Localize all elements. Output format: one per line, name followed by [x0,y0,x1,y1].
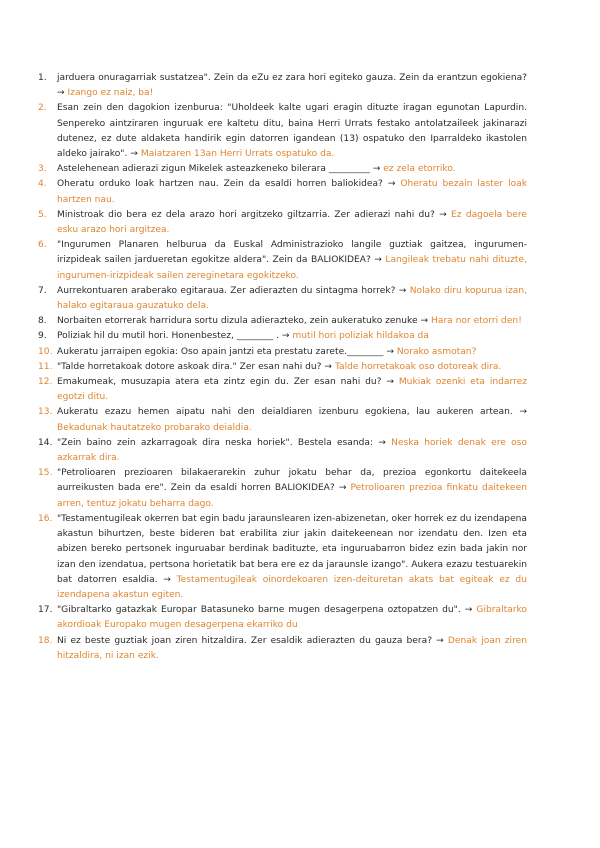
question-text: Esan zein den dagokion izenburua: "Uholdeek kalte ugari eragin dituzte iragan egunotan Lapurdin. Senpereko aintziraren inguruak ere kaltetu ditu, baina Herri Urrats festako antolatzaileek jakinarazi dutenez, ez dute aldaketa handirik egin datorren igandean (13) ospatuko den Iparraldeko ikastolen aldeko jairako". [57,103,527,160]
answer-text: Izango ez naiz, ba! [67,88,154,99]
question-number: 8. [38,316,47,327]
question-text: "Petrolioaren prezioaren bilakaerarekin zuhur jokatu behar da, prezioa egonkortu daitekeela aurreikusten bada ere". Zein da esaldi horren BALIOKIDEA? [57,468,527,494]
arrow-icon: → [324,361,333,372]
arrow-icon: → [386,377,394,388]
arrow-icon: → [519,407,527,418]
question-item [38,405,527,435]
question-number: 17. [38,605,53,616]
arrow-icon: → [130,149,138,160]
answer-text: Bekadunak hautatzeko probarako deialdia. [57,422,252,433]
arrow-icon: → [436,635,444,646]
question-item [38,101,527,162]
arrow-icon: → [386,346,394,357]
question-text: Aukeratu ezazu hemen aipatu nahi den deialdiaren izenburu egokiena, lau aukeren artean. [57,407,513,418]
question-item [38,512,527,603]
arrow-icon: → [398,285,407,296]
arrow-icon: → [163,574,171,585]
question-text: "Ingurumen Planaren helburua da Euskal Administrazioko langile guztiak gaitzea, ingurumen-irizpideak sailen jardueretan egokitze aldera". Zein da BALIOKIDEA? [57,240,527,266]
question-number: 18. [38,635,53,646]
answer-text: ez zela etorriko. [383,164,456,175]
question-item [38,284,527,314]
question-text: Ni ez beste guztiak joan ziren hitzaldira. Zer esaldik adierazten du gauza bera? [57,635,433,646]
answer-text: Testamentugileak oinordekoaren izen-deituretan akats bat egiteak ez du izendapena akastun egiten. [57,574,527,600]
arrow-icon: → [281,331,290,342]
arrow-icon: → [464,605,473,616]
question-text: Aukeratu jarraipen egokia: Oso apain jantzi eta prestatu zarete.________ [57,346,387,357]
answer-text: Hara nor etorri den! [431,316,522,327]
question-number: 11. [38,361,53,372]
question-item [38,634,527,664]
answer-text: Denak joan ziren hitzaldira, ni izan ezik. [57,635,527,661]
question-item [38,71,527,101]
answer-text: Neska horiek denak ere oso azkarrak dira. [57,437,527,464]
question-number: 15. [38,468,53,479]
arrow-icon: → [420,316,429,327]
answer-text: Petrolioaren prezioa finkatu daitekeen arren, tentuz jokatu beharra dago. [57,483,527,509]
arrow-icon: → [374,255,382,266]
answer-text: Norako asmotan? [396,346,477,357]
question-text: Ministroak dio bera ez dela arazo hori argitzeko giltzarria. Zer adierazi nahi du? [57,209,435,220]
question-text: Poliziak hil du mutil hori. Honenbestez, ________ . [57,331,279,342]
question-number: 14. [38,437,53,448]
question-text: "Talde horretakoak dotore askoak dira." Zer esan nahi du? [57,361,322,372]
question-number: 10. [38,346,53,357]
question-number: 5. [38,209,47,220]
question-item [38,345,527,360]
arrow-icon: → [372,164,381,175]
question-item [38,238,527,284]
question-number: 1. [38,73,47,83]
question-item [38,177,527,207]
question-item [38,360,527,375]
question-number: 6. [38,240,47,251]
question-number: 4. [38,179,47,190]
question-list [38,71,527,664]
question-text: Astelehenean adierazi zigun Mikelek asteazkeneko bilerara _________ [57,164,370,175]
arrow-icon: → [57,88,65,99]
arrow-icon: → [387,179,396,190]
question-text: Norbaiten etorrerak harridura sortu dizula adierazteko, zein aukeratuko zenuke [57,316,418,327]
question-item [38,466,527,512]
question-item [38,162,527,177]
question-number: 3. [38,164,47,175]
question-number: 12. [38,377,53,388]
question-item [38,314,527,329]
answer-text: Langileak trebatu nahi dituzte, ingurumen-irizpideak sailen zereginetara egokitzeko. [57,255,527,281]
answer-text: Ez dagoela bere esku arazo hori argitzea. [57,209,527,236]
question-item [38,208,527,238]
question-number: 7. [38,285,47,296]
question-number: 13. [38,407,53,418]
question-text: Oheratu orduko loak hartzen nau. Zein da esaldi horren baliokidea? [57,179,383,190]
arrow-icon: → [378,437,386,448]
question-number: 2. [38,103,47,114]
question-item [38,375,527,405]
answer-text: Oheratu bezain laster loak hartzen nau. [57,179,527,205]
question-text: "Gibraltarko gatazkak Europar Batasuneko barne mugen desagerpena oztopatzen du". [57,605,461,616]
arrow-icon: → [338,483,347,494]
answer-text: Gibraltarko akordioak Europako mugen desagerpena ekarriko du [57,605,527,631]
arrow-icon: → [439,209,447,220]
question-number: 16. [38,513,53,524]
question-text: jarduera onuragarriak sustatzea". Zein da eZu ez zara hori egiteko gauza. Zein da erantzun egokiena? [57,73,527,83]
question-text: Aurrekontuaren araberako egitaraua. Zer adierazten du sintagma horrek? [57,285,396,296]
question-item [38,436,527,466]
question-number: 9. [38,331,47,342]
question-item [38,603,527,633]
answer-text: Talde horretakoak oso dotoreak dira. [334,361,502,372]
question-text: Emakumeak, musuzapia atera eta zintz egin du. Zer esan nahi du? [57,377,382,388]
question-text: "Zein baino zein azkarragoak dira neska horiek". Bestela esanda: [57,437,374,448]
answer-text: Maiatzaren 13an Herri Urrats ospatuko da. [140,149,335,160]
answer-text: mutil hori poliziak hildakoa da [292,331,429,342]
answer-text: Nolako diru kopurua izan, halako egitaraua gauzatuko dela. [57,285,527,312]
question-item [38,329,527,344]
answer-text: Mukiak ozenki eta indarrez egotzi ditu. [57,377,527,403]
question-text: "Testamentugileak okerren bat egin badu jaraunslearen izen-abizenetan, oker horrek ez du izendapena akastun bihurtzen, beste bideren bat erabilita ziur jakin daitekeenean nor izendatu den. Izen eta abizen bereko pertsonek inguruabar berdinak badituzte, eta inguruabarron bidez ezin bada jakin nor izan den izendatua, pertsona horietatik bat bera ere ez da jaraunsle izango". Aukera ezazu testuarekin bat datorren esaldia. [57,513,527,585]
